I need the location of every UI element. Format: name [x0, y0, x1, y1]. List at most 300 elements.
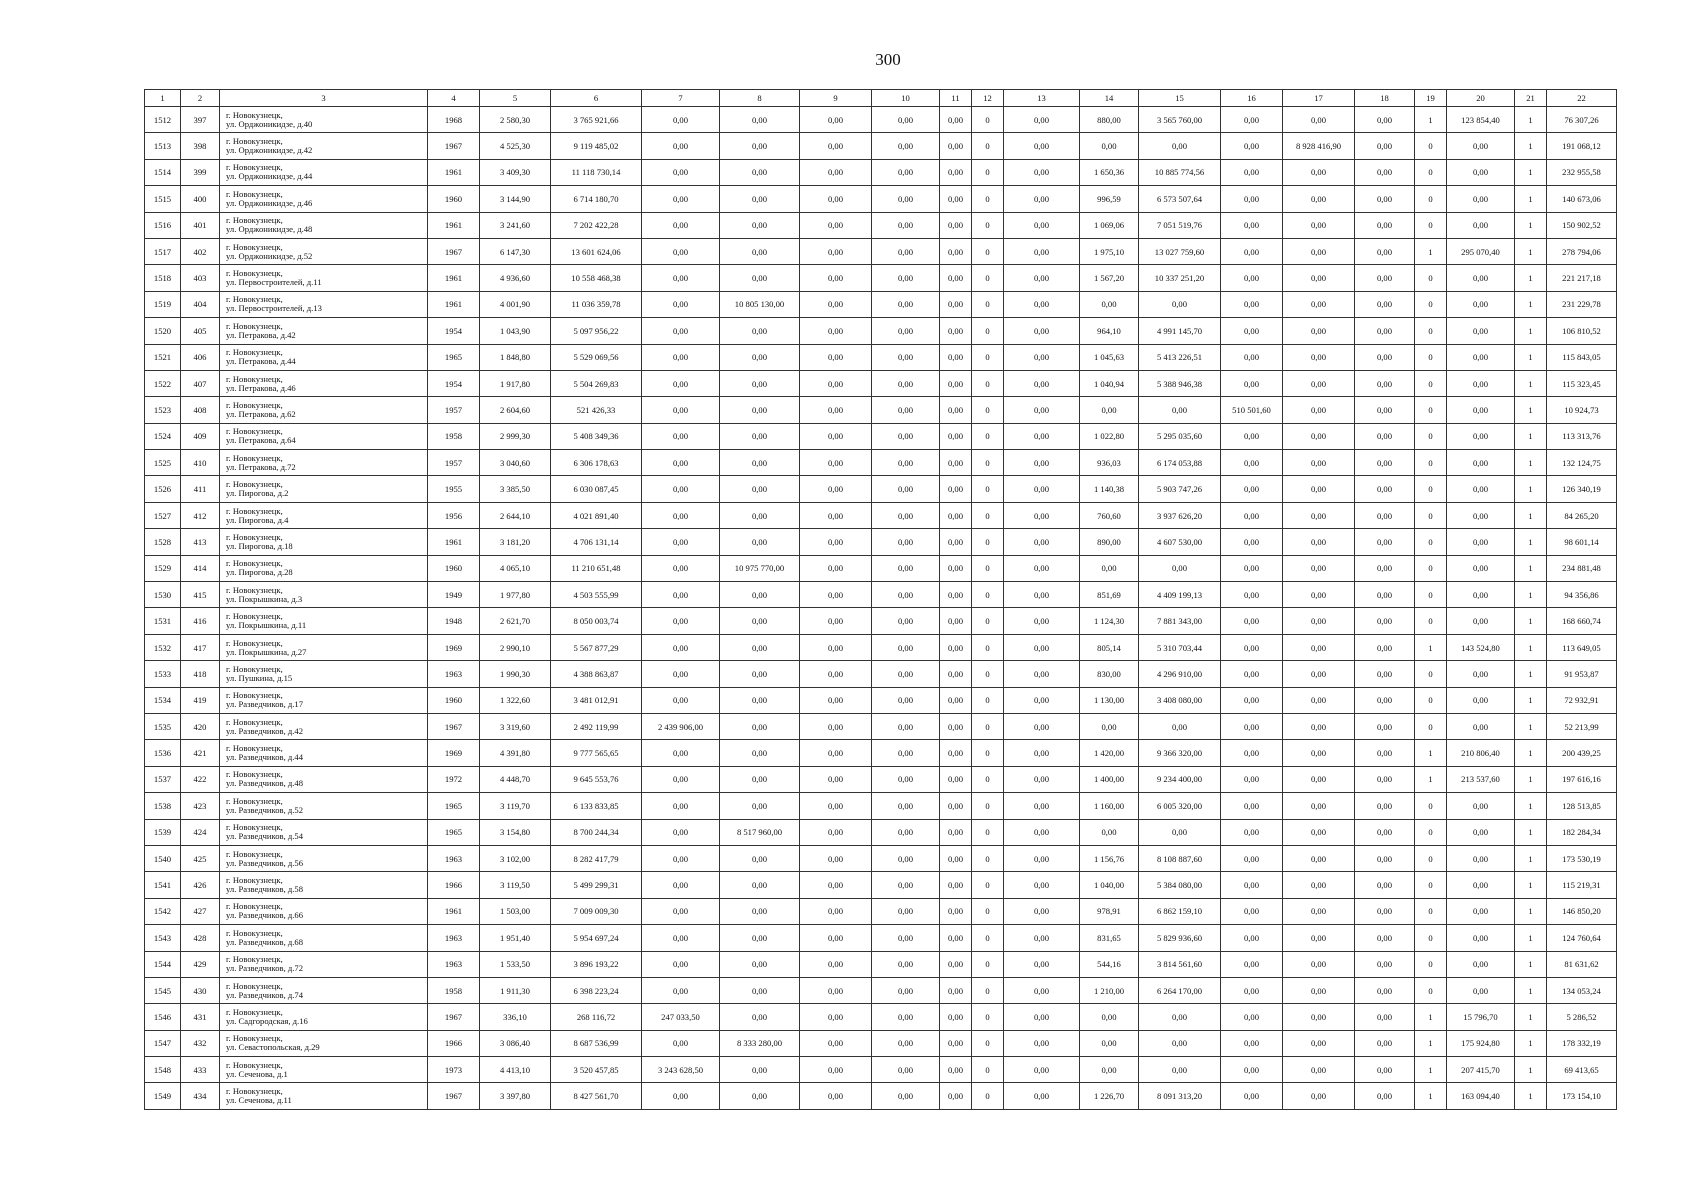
table-cell: 0 [1415, 819, 1447, 845]
table-cell: 3 102,00 [480, 845, 551, 871]
table-cell: 0,00 [1080, 555, 1139, 581]
table-cell: 232 955,58 [1547, 159, 1617, 185]
table-cell: 5 829 936,60 [1139, 925, 1221, 951]
table-cell: 0,00 [1221, 318, 1283, 344]
table-cell: 0,00 [1221, 238, 1283, 264]
table-cell: 173 530,19 [1547, 845, 1617, 871]
table-cell: 0,00 [1447, 291, 1515, 317]
table-cell: 0,00 [1080, 713, 1139, 739]
table-cell: 52 213,99 [1547, 713, 1617, 739]
table-cell: 427 [181, 898, 220, 924]
table-cell: 404 [181, 291, 220, 317]
table-cell: 401 [181, 212, 220, 238]
table-cell: 0,00 [1004, 740, 1080, 766]
address-cell [220, 977, 428, 1003]
table-cell: 150 902,52 [1547, 212, 1617, 238]
table-cell: 0,00 [1080, 1057, 1139, 1083]
table-cell: 0,00 [872, 186, 940, 212]
table-cell: 423 [181, 793, 220, 819]
table-cell: 1 045,63 [1080, 344, 1139, 370]
table-cell: 0,00 [1355, 212, 1415, 238]
table-cell: 0,00 [1447, 608, 1515, 634]
table-cell: 0 [1415, 450, 1447, 476]
table-cell: 0,00 [1221, 133, 1283, 159]
table-cell: 0 [972, 687, 1004, 713]
table-cell: 1 [1515, 608, 1547, 634]
table-cell: 197 616,16 [1547, 766, 1617, 792]
table-cell: 5 295 035,60 [1139, 423, 1221, 449]
table-cell: 0 [1415, 159, 1447, 185]
table-cell: 1 069,06 [1080, 212, 1139, 238]
address-street: ул. Разведчиков, д.52 [226, 804, 303, 815]
address-street: ул. Покрышкина, д.3 [226, 593, 303, 604]
table-cell: 0,00 [872, 344, 940, 370]
table-cell: 3 144,90 [480, 186, 551, 212]
table-cell: 1 848,80 [480, 344, 551, 370]
table-cell: 0,00 [1447, 898, 1515, 924]
table-cell: 1540 [145, 845, 181, 871]
table-cell: 0,00 [642, 370, 720, 396]
table-cell: 1512 [145, 107, 181, 133]
table-cell: 0,00 [1355, 582, 1415, 608]
table-cell: 1521 [145, 344, 181, 370]
table-cell: 1 [1515, 793, 1547, 819]
table-cell: 1 [1515, 898, 1547, 924]
table-cell: 0,00 [1283, 951, 1355, 977]
table-cell: 0,00 [1221, 661, 1283, 687]
table-cell: 0,00 [642, 238, 720, 264]
table-cell: 72 932,91 [1547, 687, 1617, 713]
table-cell: 1 977,80 [480, 582, 551, 608]
table-cell: 0,00 [642, 661, 720, 687]
table-cell: 0,00 [642, 107, 720, 133]
address-city: г. Новокузнецк, [226, 822, 283, 833]
table-cell: 0,00 [1221, 1057, 1283, 1083]
table-cell: 0,00 [1221, 529, 1283, 555]
table-cell: 0,00 [1355, 397, 1415, 423]
table-cell: 0,00 [872, 107, 940, 133]
table-cell: 0,00 [1004, 238, 1080, 264]
table-cell: 0,00 [1355, 291, 1415, 317]
table-cell: 1520 [145, 318, 181, 344]
column-header-11: 11 [940, 90, 972, 107]
table-cell: 428 [181, 925, 220, 951]
table-cell: 2 580,30 [480, 107, 551, 133]
table-cell: 1 [1515, 502, 1547, 528]
table-cell: 0 [972, 291, 1004, 317]
table-cell: 0,00 [642, 291, 720, 317]
table-cell: 413 [181, 529, 220, 555]
table-cell: 0,00 [1080, 1004, 1139, 1030]
table-cell: 2 439 906,00 [642, 713, 720, 739]
table-cell: 0,00 [800, 555, 872, 581]
table-cell: 0,00 [872, 713, 940, 739]
table-cell: 1522 [145, 370, 181, 396]
table-cell: 1 [1515, 397, 1547, 423]
table-cell: 0,00 [800, 766, 872, 792]
table-cell: 0,00 [1355, 502, 1415, 528]
table-cell: 1 [1515, 186, 1547, 212]
table-cell: 0,00 [1004, 898, 1080, 924]
table-cell: 0,00 [872, 450, 940, 476]
table-cell: 0,00 [1447, 186, 1515, 212]
address-street: ул. Орджоникидзе, д.46 [226, 197, 313, 208]
table-cell: 805,14 [1080, 634, 1139, 660]
table-cell: 1 [1515, 766, 1547, 792]
table-cell: 0,00 [1447, 872, 1515, 898]
table-cell: 0,00 [720, 1057, 800, 1083]
table-cell: 0,00 [940, 133, 972, 159]
table-cell: 1 [1515, 107, 1547, 133]
table-cell: 1 [1515, 819, 1547, 845]
address-city: г. Новокузнецк, [226, 399, 283, 410]
table-cell: 0,00 [1283, 1083, 1355, 1109]
table-cell: 0 [972, 634, 1004, 660]
address-cell [220, 872, 428, 898]
table-cell: 0,00 [800, 819, 872, 845]
table-cell: 5 388 946,38 [1139, 370, 1221, 396]
table-cell: 113 649,05 [1547, 634, 1617, 660]
table-cell: 0,00 [800, 898, 872, 924]
address-cell [220, 713, 428, 739]
table-cell: 1515 [145, 186, 181, 212]
table-cell: 2 990,10 [480, 634, 551, 660]
table-cell: 1 124,30 [1080, 608, 1139, 634]
table-cell: 91 953,87 [1547, 661, 1617, 687]
table-cell: 0,00 [800, 1083, 872, 1109]
table-cell: 1 043,90 [480, 318, 551, 344]
table-cell: 1963 [428, 925, 480, 951]
address-cell [220, 634, 428, 660]
table-cell: 1960 [428, 555, 480, 581]
table-cell: 3 385,50 [480, 476, 551, 502]
table-cell: 430 [181, 977, 220, 1003]
address-cell [220, 265, 428, 291]
table-cell: 1524 [145, 423, 181, 449]
table-cell: 0,00 [720, 898, 800, 924]
table-cell: 1539 [145, 819, 181, 845]
table-cell: 6 862 159,10 [1139, 898, 1221, 924]
table-cell: 0,00 [1283, 1030, 1355, 1056]
column-header-21: 21 [1515, 90, 1547, 107]
table-cell: 1 [1515, 661, 1547, 687]
table-cell: 0,00 [872, 608, 940, 634]
table-cell: 0,00 [1355, 529, 1415, 555]
table-cell: 3 765 921,66 [551, 107, 642, 133]
table-cell: 1 [1415, 1057, 1447, 1083]
address-city: г. Новокузнецк, [226, 1033, 283, 1044]
table-cell: 0 [972, 582, 1004, 608]
table-cell: 1948 [428, 608, 480, 634]
table-cell: 1 040,00 [1080, 872, 1139, 898]
table-cell: 880,00 [1080, 107, 1139, 133]
table-cell: 0,00 [940, 740, 972, 766]
table-cell: 0 [1415, 265, 1447, 291]
table-cell: 830,00 [1080, 661, 1139, 687]
table-cell: 0,00 [872, 793, 940, 819]
table-cell: 0,00 [1139, 1004, 1221, 1030]
table-cell: 1 [1515, 133, 1547, 159]
table-cell: 0 [972, 238, 1004, 264]
table-cell: 521 426,33 [551, 397, 642, 423]
table-header-row [145, 90, 1617, 107]
table-cell: 0,00 [1283, 713, 1355, 739]
table-cell: 1 [1515, 582, 1547, 608]
table-cell: 0,00 [1355, 951, 1415, 977]
table-cell: 0,00 [642, 397, 720, 423]
table-cell: 4 021 891,40 [551, 502, 642, 528]
table-cell: 0,00 [1139, 713, 1221, 739]
table-cell: 431 [181, 1004, 220, 1030]
table-cell: 0,00 [940, 687, 972, 713]
table-cell: 0 [1415, 529, 1447, 555]
table-cell: 0,00 [1221, 291, 1283, 317]
table-cell: 0,00 [1004, 133, 1080, 159]
address-street: ул. Орджоникидзе, д.42 [226, 145, 313, 156]
table-cell: 0,00 [642, 133, 720, 159]
table-cell: 0,00 [1221, 159, 1283, 185]
table-cell: 1 [1515, 555, 1547, 581]
table-cell: 0,00 [642, 555, 720, 581]
table-cell: 1958 [428, 423, 480, 449]
table-cell: 3 481 012,91 [551, 687, 642, 713]
address-city: г. Новокузнецк, [226, 373, 283, 384]
table-row [145, 977, 1617, 1003]
table-cell: 0 [972, 476, 1004, 502]
table-cell: 0,00 [1080, 1030, 1139, 1056]
table-cell: 0,00 [872, 159, 940, 185]
table-cell: 0,00 [800, 318, 872, 344]
address-cell [220, 766, 428, 792]
table-cell: 0,00 [1447, 661, 1515, 687]
table-cell: 0,00 [642, 634, 720, 660]
table-cell: 0,00 [1283, 476, 1355, 502]
table-cell: 409 [181, 423, 220, 449]
address-cell [220, 186, 428, 212]
address-street: ул. Первостроителей, д.13 [226, 303, 322, 314]
table-cell: 1 [1515, 265, 1547, 291]
table-cell: 890,00 [1080, 529, 1139, 555]
address-city: г. Новокузнецк, [226, 795, 283, 806]
table-cell: 0,00 [1004, 766, 1080, 792]
table-cell: 0 [1415, 344, 1447, 370]
table-cell: 0,00 [720, 529, 800, 555]
table-cell: 6 147,30 [480, 238, 551, 264]
table-cell: 0 [972, 977, 1004, 1003]
table-cell: 0,00 [872, 423, 940, 449]
table-cell: 1 [1515, 423, 1547, 449]
table-cell: 415 [181, 582, 220, 608]
address-street: ул. Петракова, д.64 [226, 435, 296, 446]
table-cell: 6 714 180,70 [551, 186, 642, 212]
address-cell [220, 502, 428, 528]
table-cell: 978,91 [1080, 898, 1139, 924]
table-cell: 0 [1415, 608, 1447, 634]
table-cell: 0,00 [1221, 1083, 1283, 1109]
table-cell: 0,00 [940, 318, 972, 344]
table-cell: 0,00 [1355, 766, 1415, 792]
table-cell: 1965 [428, 344, 480, 370]
table-cell: 0,00 [1283, 793, 1355, 819]
column-header-3: 3 [220, 90, 428, 107]
table-cell: 11 210 651,48 [551, 555, 642, 581]
table-cell: 0,00 [720, 502, 800, 528]
table-cell: 4 991 145,70 [1139, 318, 1221, 344]
table-cell: 0,00 [1355, 687, 1415, 713]
table-cell: 2 999,30 [480, 423, 551, 449]
table-cell: 1956 [428, 502, 480, 528]
table-cell: 0,00 [1283, 107, 1355, 133]
table-cell: 0,00 [1004, 661, 1080, 687]
address-cell [220, 845, 428, 871]
table-cell: 1517 [145, 238, 181, 264]
table-cell: 0,00 [1004, 318, 1080, 344]
table-cell: 0,00 [800, 107, 872, 133]
table-cell: 1 [1415, 1030, 1447, 1056]
table-cell: 143 524,80 [1447, 634, 1515, 660]
table-cell: 0,00 [1283, 845, 1355, 871]
table-cell: 0,00 [1004, 159, 1080, 185]
table-cell: 0,00 [1355, 159, 1415, 185]
table-cell: 0,00 [720, 370, 800, 396]
table-cell: 0,00 [642, 476, 720, 502]
address-cell [220, 951, 428, 977]
table-cell: 9 777 565,65 [551, 740, 642, 766]
table-cell: 0 [1415, 423, 1447, 449]
table-row [145, 502, 1617, 528]
table-cell: 0 [1415, 555, 1447, 581]
table-cell: 1960 [428, 687, 480, 713]
table-cell: 5 384 080,00 [1139, 872, 1221, 898]
table-cell: 0,00 [1283, 582, 1355, 608]
table-cell: 0,00 [1004, 819, 1080, 845]
table-cell: 1 [1515, 450, 1547, 476]
table-cell: 6 264 170,00 [1139, 977, 1221, 1003]
table-cell: 0,00 [940, 1004, 972, 1030]
table-cell: 1961 [428, 159, 480, 185]
table-cell: 0 [972, 740, 1004, 766]
table-cell: 0,00 [1221, 766, 1283, 792]
table-cell: 1 533,50 [480, 951, 551, 977]
table-cell: 0,00 [800, 238, 872, 264]
table-cell: 0 [972, 898, 1004, 924]
address-street: ул. Орджоникидзе, д.48 [226, 224, 313, 235]
table-cell: 397 [181, 107, 220, 133]
table-cell: 2 621,70 [480, 608, 551, 634]
table-cell: 0,00 [1283, 318, 1355, 344]
table-cell: 0,00 [1004, 265, 1080, 291]
table-cell: 1 [1515, 845, 1547, 871]
table-cell: 0 [1415, 925, 1447, 951]
table-cell: 9 119 485,02 [551, 133, 642, 159]
address-street: ул. Разведчиков, д.58 [226, 884, 303, 895]
table-cell: 0,00 [1283, 397, 1355, 423]
table-cell: 2 644,10 [480, 502, 551, 528]
table-cell: 0,00 [940, 1030, 972, 1056]
column-header-2: 2 [181, 90, 220, 107]
table-cell: 0,00 [1004, 845, 1080, 871]
table-cell: 1 567,20 [1080, 265, 1139, 291]
table-cell: 0,00 [800, 1030, 872, 1056]
table-cell: 0,00 [872, 1057, 940, 1083]
table-cell: 0,00 [1221, 186, 1283, 212]
table-row [145, 423, 1617, 449]
table-cell: 0,00 [800, 845, 872, 871]
table-cell: 1955 [428, 476, 480, 502]
table-cell: 115 843,05 [1547, 344, 1617, 370]
table-cell: 0,00 [1221, 265, 1283, 291]
table-cell: 0,00 [872, 687, 940, 713]
table-cell: 0,00 [720, 238, 800, 264]
table-cell: 1 975,10 [1080, 238, 1139, 264]
table-cell: 1 [1415, 766, 1447, 792]
address-street: ул. Разведчиков, д.54 [226, 831, 303, 842]
table-cell: 5 499 299,31 [551, 872, 642, 898]
table-cell: 0,00 [1283, 740, 1355, 766]
table-cell: 10 975 770,00 [720, 555, 800, 581]
table-cell: 0 [1415, 582, 1447, 608]
table-cell: 9 366 320,00 [1139, 740, 1221, 766]
address-cell [220, 529, 428, 555]
table-cell: 1 [1415, 1004, 1447, 1030]
table-cell: 5 529 069,56 [551, 344, 642, 370]
table-cell: 173 154,10 [1547, 1083, 1617, 1109]
table-cell: 0,00 [1221, 370, 1283, 396]
table-cell: 0,00 [720, 397, 800, 423]
table-row [145, 845, 1617, 871]
table-cell: 1536 [145, 740, 181, 766]
table-cell: 398 [181, 133, 220, 159]
table-cell: 3 319,60 [480, 713, 551, 739]
table-cell: 3 181,20 [480, 529, 551, 555]
table-cell: 1528 [145, 529, 181, 555]
table-cell: 0,00 [1221, 845, 1283, 871]
table-cell: 1967 [428, 1004, 480, 1030]
table-cell: 1 [1515, 344, 1547, 370]
column-header-6: 6 [551, 90, 642, 107]
table-cell: 0,00 [642, 793, 720, 819]
table-cell: 0,00 [1355, 740, 1415, 766]
table-cell: 168 660,74 [1547, 608, 1617, 634]
address-cell [220, 238, 428, 264]
table-cell: 0,00 [1283, 555, 1355, 581]
table-cell: 0 [972, 502, 1004, 528]
table-cell: 0,00 [1221, 107, 1283, 133]
table-cell: 0,00 [1004, 872, 1080, 898]
table-cell: 0,00 [1283, 502, 1355, 528]
table-cell: 0,00 [1283, 423, 1355, 449]
table-cell: 0,00 [1004, 1030, 1080, 1056]
table-cell: 182 284,34 [1547, 819, 1617, 845]
table-cell: 0,00 [1139, 555, 1221, 581]
table-cell: 0,00 [872, 766, 940, 792]
table-cell: 0,00 [940, 370, 972, 396]
table-cell: 0,00 [1355, 265, 1415, 291]
address-cell [220, 159, 428, 185]
table-cell: 13 601 624,06 [551, 238, 642, 264]
table-row [145, 661, 1617, 687]
table-cell: 1549 [145, 1083, 181, 1109]
table-cell: 1969 [428, 740, 480, 766]
address-city: г. Новокузнецк, [226, 637, 283, 648]
table-cell: 0,00 [1355, 186, 1415, 212]
address-cell [220, 133, 428, 159]
table-cell: 1967 [428, 238, 480, 264]
table-cell: 399 [181, 159, 220, 185]
table-cell: 0,00 [1004, 1083, 1080, 1109]
table-cell: 1 [1515, 238, 1547, 264]
table-cell: 0,00 [1283, 529, 1355, 555]
